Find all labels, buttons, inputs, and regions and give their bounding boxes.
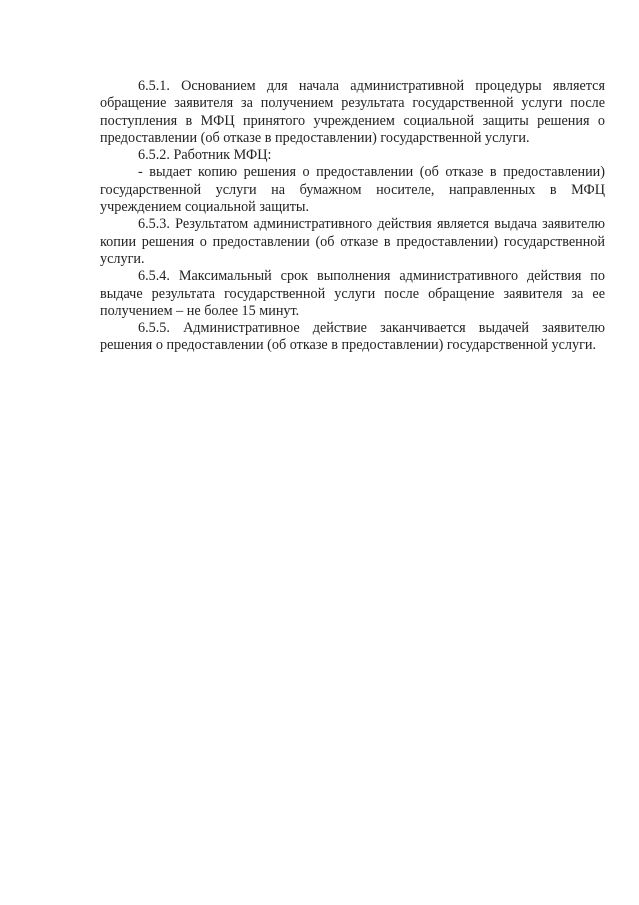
paragraph-6-5-2: 6.5.2. Работник МФЦ: (138, 147, 272, 164)
paragraph-6-5-2-item: - выдает копию решения о предоставлении (об отказе в предоставлении) государственной услуги на бумажном носителе, направленных в МФЦ учреждением социальной защиты. (100, 164, 605, 216)
paragraph-6-5-5: 6.5.5. Административное действие заканчивается выдачей заявителю решения о предоставлении (об отказе в предоставлении) государственной услуги. (100, 320, 605, 354)
paragraph-6-5-3: 6.5.3. Результатом административного действия является выдача заявителю копии решения о предоставлении (об отказе в предоставлении) государственной услуги. (100, 216, 605, 267)
paragraph-6-5-4: 6.5.4. Максимальный срок выполнения административного действия по выдаче результата государственной услуги после обращение заявителя за ее получением – не более 15 минут. (100, 268, 605, 319)
paragraph-6-5-1: 6.5.1. Основанием для начала административной процедуры является обращение заявителя за получением результата государственной услуги после поступления в МФЦ принятого учреждением социальной защиты решения о предоставлении (об отказе в предоставлении) государственной услуги. (100, 78, 605, 146)
document-body (100, 78, 605, 355)
